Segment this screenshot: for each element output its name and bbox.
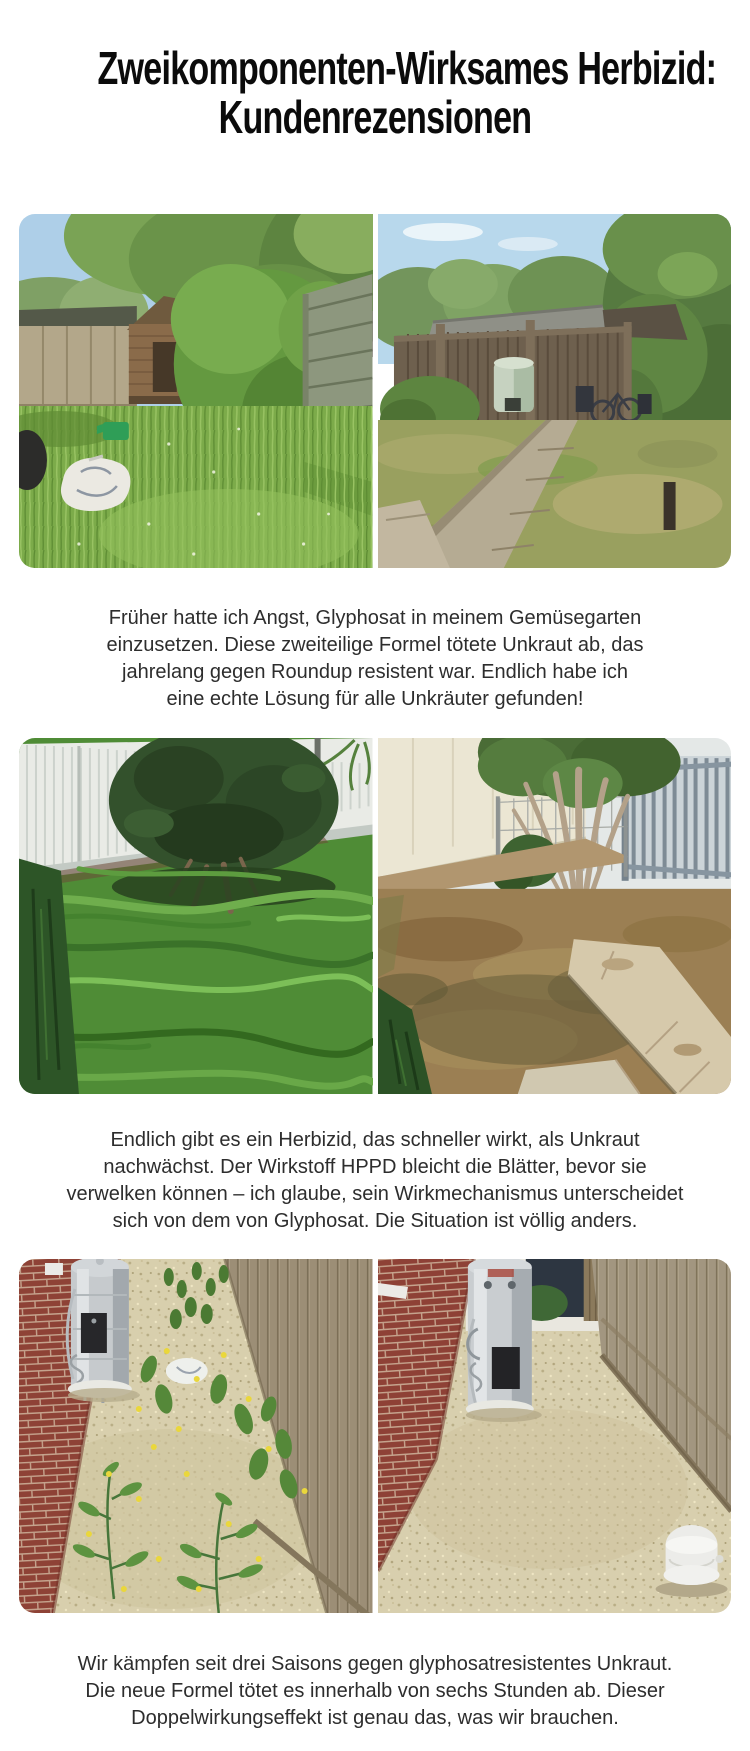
review-text-line: Endlich gibt es ein Herbizid, das schneller wirkt, als Unkraut bbox=[110, 1129, 640, 1151]
before-after-pair-1 bbox=[19, 214, 731, 568]
before-photo-weedy-alley bbox=[19, 1259, 373, 1613]
page-title bbox=[0, 44, 750, 142]
review-text-1 bbox=[0, 605, 750, 713]
page-title-line-2: Kundenrezensionen bbox=[218, 91, 532, 143]
compost-bin bbox=[493, 357, 533, 412]
review-text-line: Früher hatte ich Angst, Glyphosat in meinem Gemüsegarten bbox=[108, 607, 642, 629]
after-photo-cleared-garden bbox=[378, 214, 732, 568]
review-text-line: nachwächst. Der Wirkstoff HPPD bleicht die Blätter, bevor sie bbox=[103, 1156, 647, 1178]
review-text-line: Die neue Formel tötet es innerhalb von sechs Stunden ab. Dieser bbox=[85, 1680, 665, 1702]
before-photo-lush-overgrowth bbox=[19, 738, 373, 1094]
page-title-line-1: Zweikomponenten-Wirksames Herbizid: bbox=[97, 42, 717, 94]
after-photo-dead-lawn bbox=[378, 738, 732, 1094]
left-fence bbox=[19, 326, 137, 410]
review-text-line: eine echte Lösung für alle Unkräuter gefunden! bbox=[166, 688, 584, 710]
wooden-post bbox=[663, 482, 675, 530]
review-text-line: Doppelwirkungseffekt ist genau das, was wir brauchen. bbox=[131, 1707, 619, 1729]
before-after-pair-3 bbox=[19, 1259, 731, 1613]
gravel-shading bbox=[407, 1409, 687, 1569]
review-text-line: sich von dem von Glyphosat. Die Situation ist völlig anders. bbox=[112, 1210, 638, 1232]
review-text-line: verwelken können – ich glaube, sein Wirkmechanismus unterscheidet bbox=[66, 1183, 684, 1205]
review-text-line: Wir kämpfen seit drei Saisons gegen glyphosatresistentes Unkraut. bbox=[77, 1653, 673, 1675]
review-text-3 bbox=[0, 1651, 750, 1732]
review-text-2 bbox=[0, 1127, 750, 1235]
before-after-pair-2 bbox=[19, 738, 731, 1094]
before-photo-overgrown-garden bbox=[19, 214, 373, 568]
white-bag bbox=[166, 1358, 208, 1384]
after-photo-cleared-alley bbox=[378, 1259, 732, 1613]
review-text-line: einzusetzen. Diese zweiteilige Formel tötete Unkraut ab, das bbox=[106, 634, 644, 656]
water-heater-tank bbox=[465, 1259, 541, 1422]
review-text-line: jahrelang gegen Roundup resistent war. Endlich habe ich bbox=[122, 661, 628, 683]
conifer-tree bbox=[109, 738, 339, 911]
